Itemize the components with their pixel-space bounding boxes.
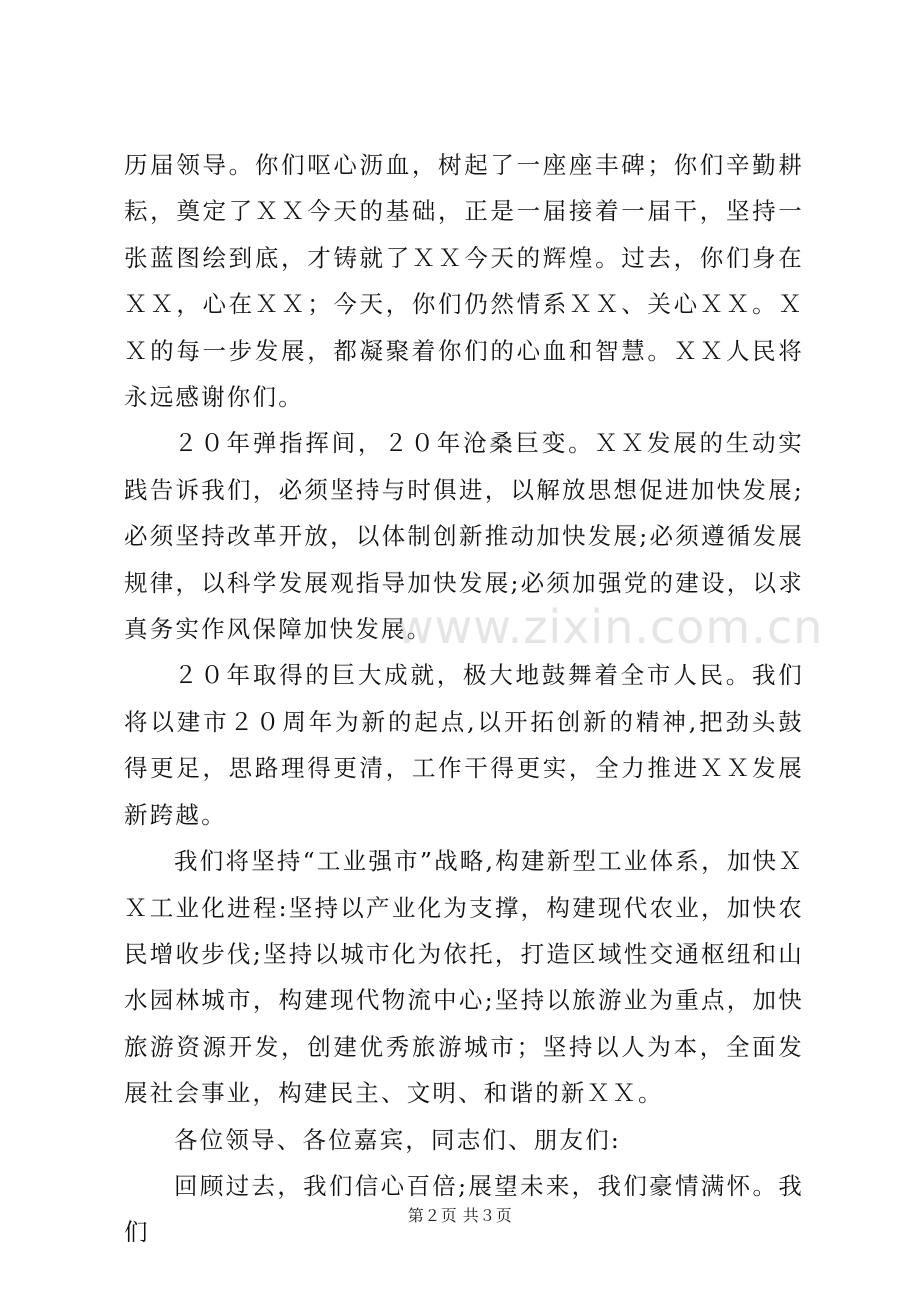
paragraph-2: ２０年弹指挥间，２０年沧桑巨变。ＸＸ发展的生动实践告诉我们，必须坚持与时俱进，以解放思想促进加快发展;必须坚持改革开放，以体制创新推动加快发展;必须遵循发展规律，以科学发展观指导加快发展;必须加强党的建设，以求真务实作风保障加快发展。 [124, 429, 804, 644]
paragraph-3: ２０年取得的巨大成就，极大地鼓舞着全市人民。我们将以建市２０周年为新的起点,以开拓创新的精神,把劲头鼓得更足，思路理得更清，工作干得更实，全力推进ＸＸ发展新跨越。 [124, 661, 804, 829]
watermark: www.zixin.com.cn [396, 600, 824, 654]
paragraph-6: 回顾过去，我们信心百倍;展望未来，我们豪情满怀。我们 [124, 1171, 804, 1247]
document-body [124, 142, 804, 1256]
paragraph-4: 我们将坚持“工业强市”战略,构建新型工业体系，加快ＸＸ工业化进程:坚持以产业化为支撑，构建现代农业，加快农民增收步伐;坚持以城市化为依托，打造区域性交通枢纽和山水园林城市，构建现代物流中心;坚持以旅游业为重点，加快旅游资源开发，创建优秀旅游城市；坚持以人为本，全面发展社会事业，构建民主、文明、和谐的新ＸＸ。 [124, 847, 804, 1108]
paragraph-5: 各位领导、各位嘉宾，同志们、朋友们: [174, 1125, 622, 1154]
paragraph-1: 历届领导。你们呕心沥血，树起了一座座丰碑；你们辛勤耕耘，奠定了ＸＸ今天的基础，正是一届接着一届干，坚持一张蓝图绘到底，才铸就了ＸＸ今天的辉煌。过去，你们身在ＸＸ，心在ＸＸ；今天，你们仍然情系ＸＸ、关心ＸＸ。ＸＸ的每一步发展，都凝聚着你们的心血和智慧。ＸＸ人民将永远感谢你们。 [124, 151, 804, 412]
page-number-footer: 第２页 共３页 [407, 1206, 513, 1225]
